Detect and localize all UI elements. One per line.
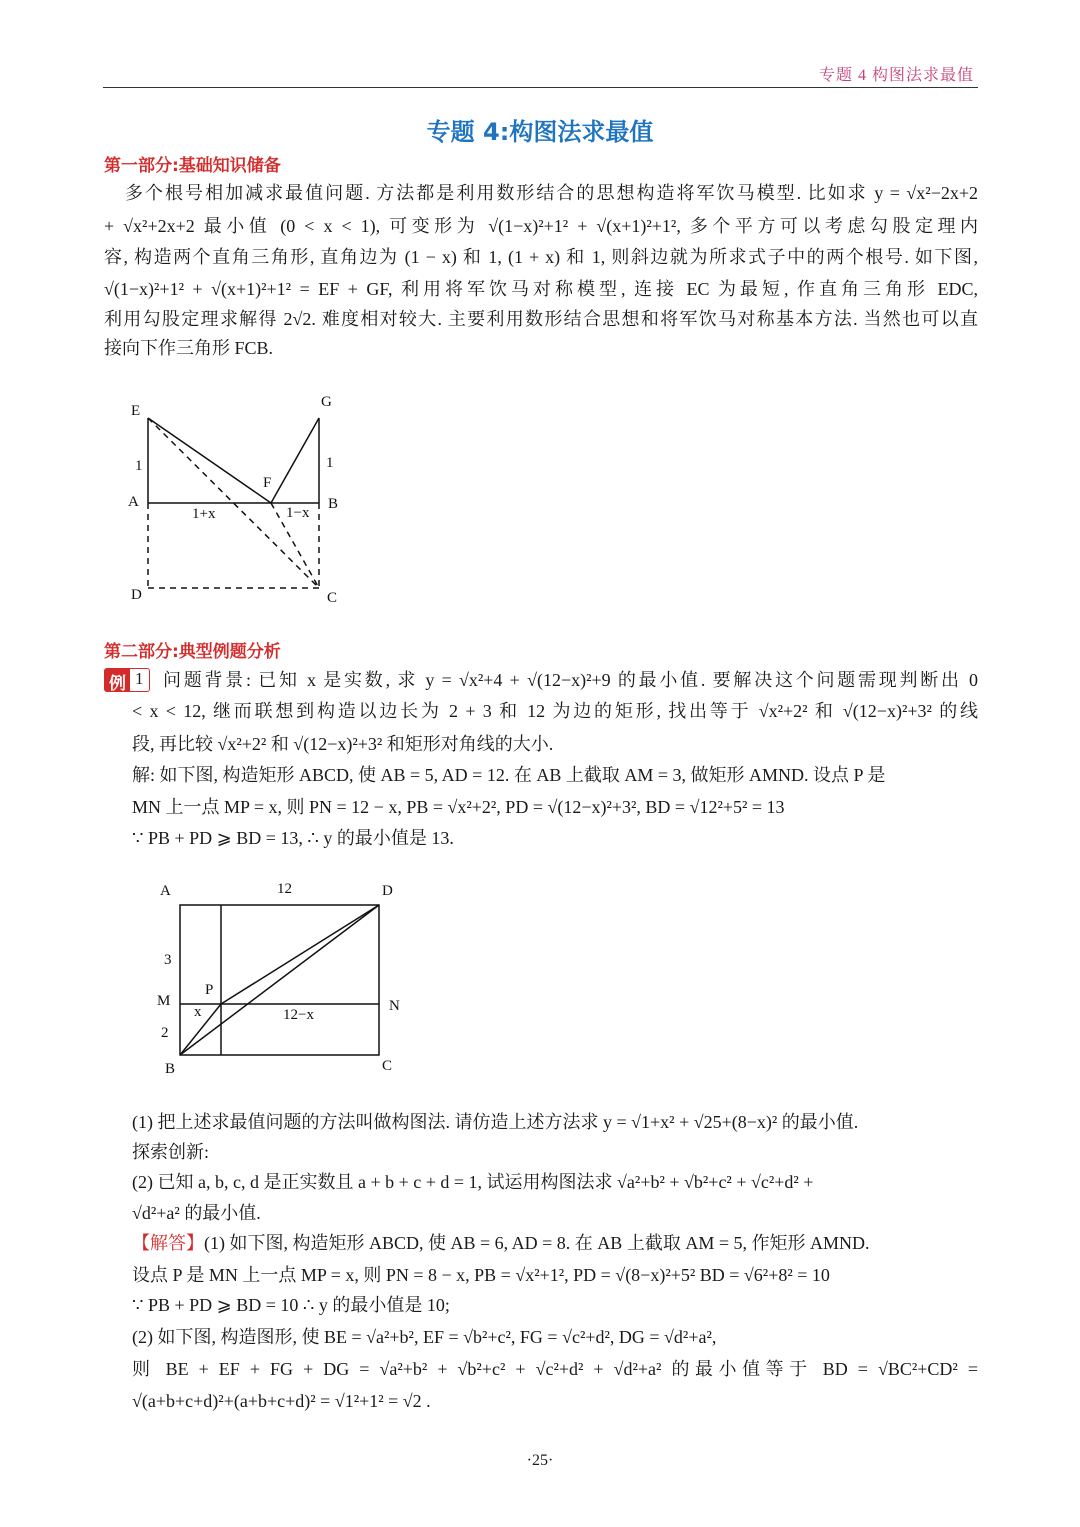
text-line: MN 上一点 MP = x, 则 PN = 12 − x, PB = √x²+2², PD = √(12−x)²+3², BD = √12²+5² = 13	[132, 797, 785, 817]
label-a: A	[160, 883, 171, 899]
answer-tag: 【解答】	[132, 1233, 204, 1253]
label-am: 3	[164, 952, 172, 968]
text-line: 利用勾股定理求解得 2√2. 难度相对较大. 主要利用数形结合思想和将军饮马对称基本方法. 当然也可以直	[104, 309, 978, 329]
text-line: 问题背景: 已知 x 是实数, 求 y = √x²+4 + √(12−x)²+9 的最小值. 要解决这个问题需现判断出 0	[163, 670, 978, 690]
label-d: D	[382, 883, 393, 899]
text-line: < x < 12, 继而联想到构造以边长为 2 + 3 和 12 为边的矩形, 找出等于 √x²+2² 和 √(12−x)²+3² 的线	[132, 701, 978, 721]
figure-rectangle	[180, 905, 379, 1055]
label-fb: 1−x	[286, 505, 310, 521]
label-g: G	[321, 394, 332, 410]
label-mp: x	[194, 1004, 202, 1020]
question-line: √d²+a² 的最小值.	[132, 1203, 261, 1223]
answer-line: ∵ PB + PD ⩾ BD = 10 ∴ y 的最小值是 10;	[132, 1295, 450, 1315]
segment-ef	[148, 418, 271, 503]
answer-line: 则 BE + EF + FG + DG = √a²+b² + √b²+c² + √c²+d² + √d²+a² 的最小值等于 BD = √BC²+CD² =	[132, 1359, 978, 1379]
page-title: 专题 4:构图法求最值	[426, 118, 654, 146]
text-line: 接向下作三角形 FCB.	[104, 338, 274, 358]
label-n: N	[389, 998, 400, 1014]
answer-line: (2) 如下图, 构造图形, 使 BE = √a²+b², EF = √b²+c², FG = √c²+d², DG = √d²+a²,	[132, 1327, 717, 1347]
page-number: ·25·	[526, 1452, 554, 1469]
segment-pd	[221, 905, 379, 1004]
label-c: C	[382, 1058, 393, 1074]
answer-line: 设点 P 是 MN 上一点 MP = x, 则 PN = 8 − x, PB = √x²+1², PD = √(8−x)²+5² BD = √6²+8² = 10	[132, 1265, 830, 1285]
answer-line: √(a+b+c+d)²+(a+b+c+d)² = √1²+1² = √2 .	[132, 1391, 431, 1411]
example-badge-word: 例	[105, 669, 130, 691]
text-line: 容, 构造两个直角三角形, 直角边为 (1 − x) 和 1, (1 + x) 和 1, 则斜边就为所求式子中的两个根号. 如下图,	[104, 247, 978, 267]
label-f: F	[263, 475, 272, 491]
label-ea: 1	[135, 458, 143, 474]
question-line: (2) 已知 a, b, c, d 是正实数且 a + b + c + d = 1, 试运用构图法求 √a²+b² + √b²+c² + √c²+d² +	[132, 1172, 814, 1192]
running-header: 专题 4 构图法求最值	[818, 67, 974, 84]
label-gb: 1	[326, 455, 334, 471]
section-heading-part1: 第一部分:基础知识储备	[104, 156, 281, 176]
example-badge	[104, 668, 150, 692]
label-m: M	[157, 993, 171, 1009]
figure-efg	[148, 418, 319, 588]
answer-line	[132, 1232, 869, 1254]
text-line: 解: 如下图, 构造矩形 ABCD, 使 AB = 5, AD = 12. 在 AB 上截取 AM = 3, 做矩形 AMND. 设点 P 是	[132, 765, 886, 785]
label-c: C	[327, 590, 338, 606]
label-b: B	[165, 1061, 176, 1077]
label-pn: 12−x	[283, 1007, 314, 1023]
text-line: + √x²+2x+2 最小值 (0 < x < 1), 可变形为 √(1−x)²+1² + √(x+1)²+1², 多个平方可以考虑勾股定理内	[104, 216, 978, 236]
question-line: 探索创新:	[132, 1142, 210, 1162]
label-e: E	[131, 403, 141, 419]
label-a: A	[128, 494, 139, 510]
label-b: B	[328, 496, 339, 512]
text-line: ∵ PB + PD ⩾ BD = 13, ∴ y 的最小值是 13.	[132, 828, 454, 848]
label-d: D	[131, 587, 142, 603]
text-line: √(1−x)²+1² + √(x+1)²+1² = EF + GF, 利用将军饮马对称模型, 连接 EC 为最短, 作直角三角形 EDC,	[104, 279, 978, 299]
label-ad: 12	[277, 881, 292, 897]
section-heading-part2: 第二部分:典型例题分析	[104, 642, 281, 662]
text-line: 多个根号相加减求最值问题. 方法都是利用数形结合的思想构造将军饮马模型. 比如求 y = √x²−2x+2	[125, 183, 978, 203]
example-badge-number: 1	[135, 669, 144, 688]
label-p: P	[205, 982, 214, 998]
segment-bd	[180, 905, 379, 1055]
segment-fg	[271, 418, 319, 503]
label-af: 1+x	[192, 506, 216, 522]
question-line: (1) 把上述求最值问题的方法叫做构图法. 请仿造上述方法求 y = √1+x² + √25+(8−x)² 的最小值.	[132, 1112, 859, 1132]
label-mb: 2	[161, 1025, 169, 1041]
answer-text: (1) 如下图, 构造矩形 ABCD, 使 AB = 6, AD = 8. 在 AB 上截取 AM = 5, 作矩形 AMND.	[204, 1233, 870, 1253]
text-line: 段, 再比较 √x²+2² 和 √(12−x)²+3² 和矩形对角线的大小.	[132, 734, 554, 754]
